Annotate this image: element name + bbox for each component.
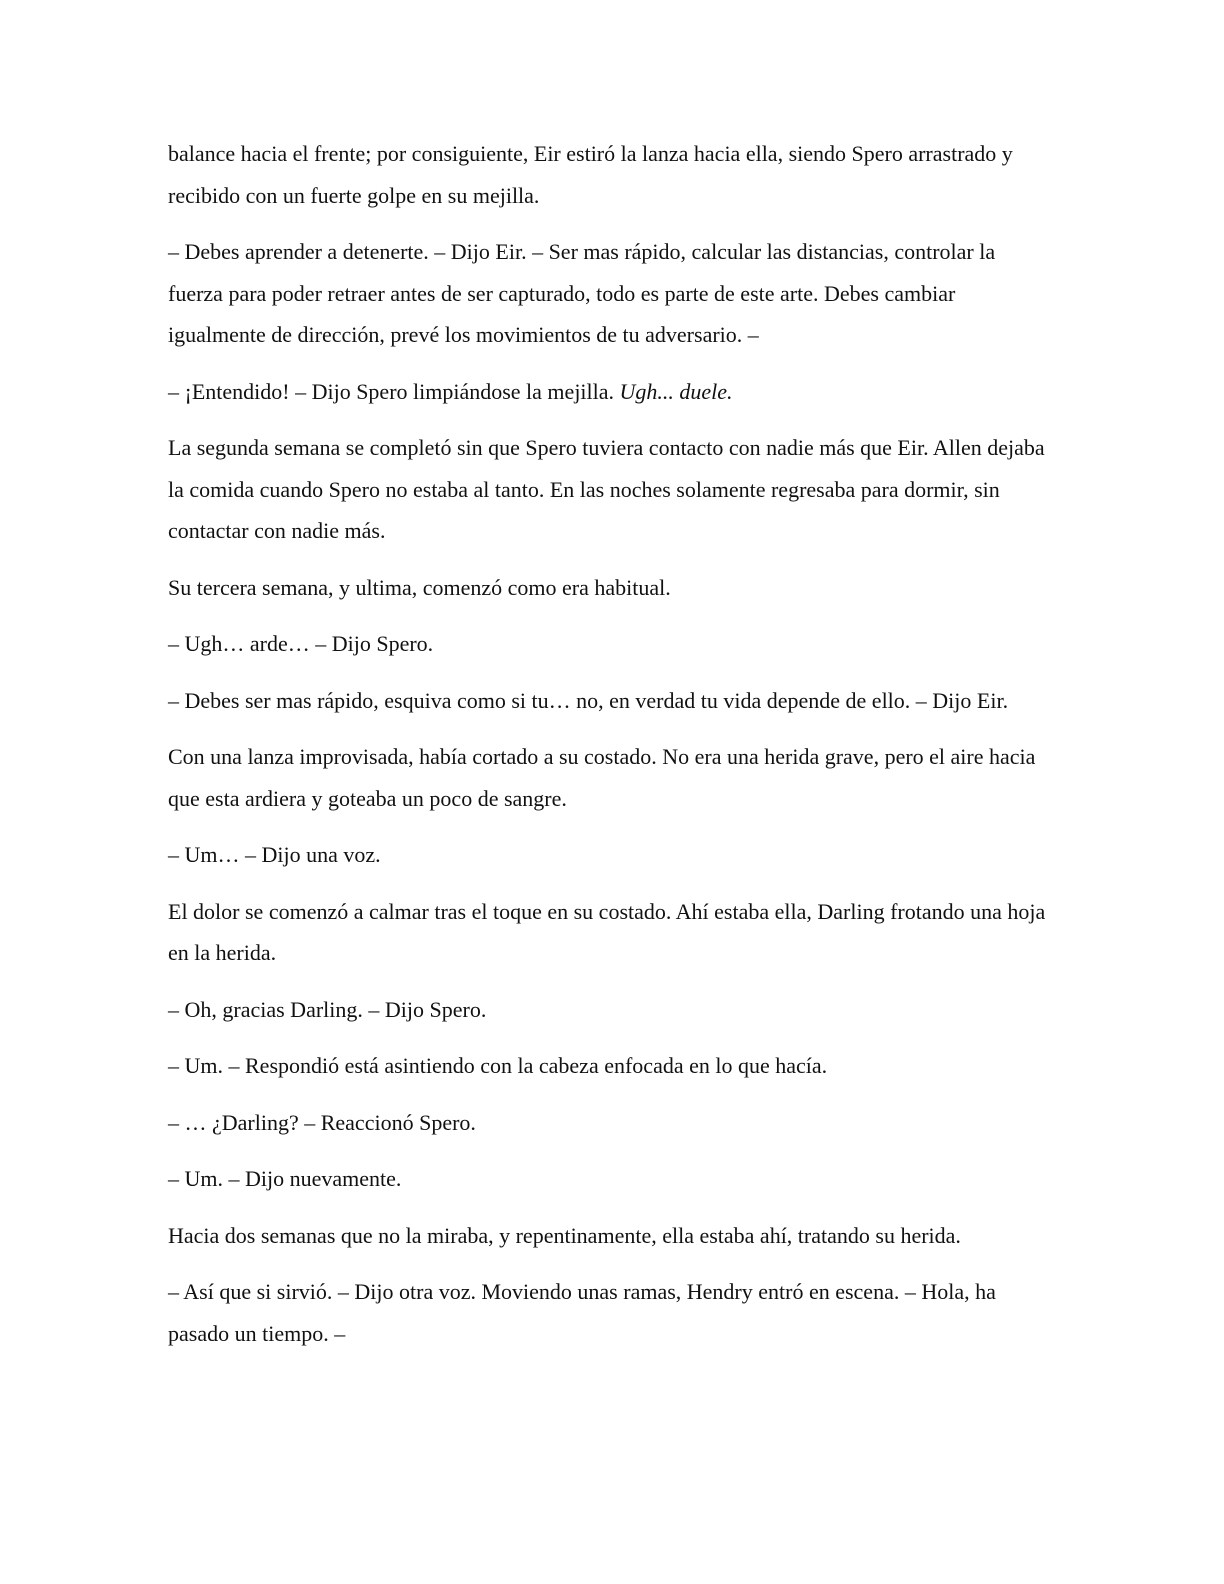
document-body xyxy=(168,133,1048,1369)
paragraph: – Así que si sirvió. – Dijo otra voz. Moviendo unas ramas, Hendry entró en escena. – Hola, ha pasado un tiempo. – xyxy=(168,1279,996,1346)
paragraph: – Um… – Dijo una voz. xyxy=(168,842,381,867)
paragraph: – … ¿Darling? – Reaccionó Spero. xyxy=(168,1109,476,1135)
paragraph: – Um. – Dijo nuevamente. xyxy=(168,1166,402,1191)
paragraph: El dolor se comenzó a calmar tras el toque en su costado. Ahí estaba ella, Darling frotando una hoja en la herida. xyxy=(168,898,1046,965)
paragraph: La segunda semana se completó sin que Spero tuviera contacto con nadie más que Eir. Allen dejaba la comida cuando Spero no estaba al tanto. En las noches solamente regresaba para dormir, sin contactar con nadie más. xyxy=(168,435,1045,543)
paragraph: – Oh, gracias Darling. – Dijo Spero. xyxy=(168,996,487,1022)
paragraph-italic-text: Ugh... duele. xyxy=(619,378,733,404)
paragraph: – Um. – Respondió está asintiendo con la cabeza enfocada en lo que hacía. xyxy=(168,1053,828,1078)
paragraph: – Debes aprender a detenerte. – Dijo Eir. – Ser mas rápido, calcular las distancias, controlar la fuerza para poder retraer antes de ser capturado, todo es parte de este arte. Debes cambiar igualmente de dirección, prevé los movimientos de tu adversario. – xyxy=(168,239,996,347)
paragraph: Con una lanza improvisada, había cortado a su costado. No era una herida grave, pero el aire hacia que esta ardiera y goteaba un poco de sangre. xyxy=(168,744,1036,811)
paragraph: Su tercera semana, y ultima, comenzó como era habitual. xyxy=(168,574,671,600)
paragraph xyxy=(168,371,1048,413)
paragraph: balance hacia el frente; por consiguiente, Eir estiró la lanza hacia ella, siendo Spero arrastrado y recibido con un fuerte golpe en su mejilla. xyxy=(168,141,1013,208)
paragraph: – Ugh… arde… – Dijo Spero. xyxy=(168,631,434,656)
paragraph: – Debes ser mas rápido, esquiva como si tu… no, en verdad tu vida depende de ello. – Dijo Eir. xyxy=(168,687,1009,713)
paragraph: Hacia dos semanas que no la miraba, y repentinamente, ella estaba ahí, tratando su herida. xyxy=(168,1222,961,1248)
paragraph-text: – ¡Entendido! – Dijo Spero limpiándose la mejilla. xyxy=(168,378,620,404)
